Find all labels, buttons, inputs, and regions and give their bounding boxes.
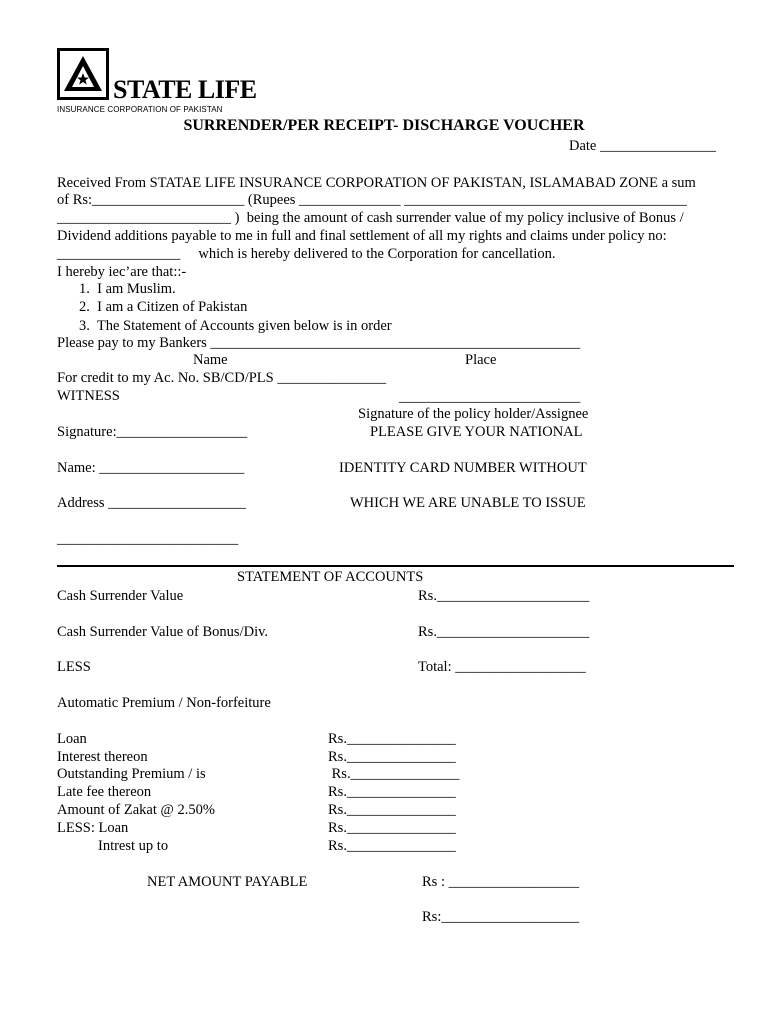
page-title: SURRENDER/PER RECEIPT- DISCHARGE VOUCHER: [183, 117, 585, 134]
body-line-2[interactable]: of Rs:_____________________ (Rupees ______________ _______________________________________: [57, 192, 687, 208]
cnic-note-line-1: PLEASE GIVE YOUR NATIONAL: [370, 424, 583, 440]
cnic-note-line-2: IDENTITY CARD NUMBER WITHOUT: [339, 460, 587, 476]
witness-address-field[interactable]: Address ___________________: [57, 495, 246, 511]
deduction-value-field[interactable]: Rs._______________: [328, 731, 456, 747]
holder-signature-label: Signature of the policy holder/Assignee: [358, 406, 589, 422]
deduction-value-field[interactable]: Rs._______________: [328, 838, 456, 854]
deduction-value-field[interactable]: Rs._______________: [328, 766, 460, 782]
account-number-field[interactable]: For credit to my Ac. No. SB/CD/PLS _______________: [57, 370, 387, 386]
name-label: Name: [193, 352, 228, 368]
csv-value-field[interactable]: Rs._____________________: [418, 588, 590, 604]
body-line-5[interactable]: _________________ which is hereby delivered to the Corporation for cancellation.: [57, 246, 556, 262]
deduction-value-field[interactable]: Rs._______________: [328, 802, 456, 818]
section-divider: [57, 565, 734, 567]
deduction-value-field[interactable]: Rs._______________: [328, 749, 456, 765]
date-field[interactable]: Date ________________: [569, 138, 716, 154]
logo-name: STATE LIFE: [113, 75, 257, 104]
state-life-logo: [57, 48, 257, 118]
deduction-label: Outstanding Premium / is: [57, 766, 206, 782]
auto-premium-label: Automatic Premium / Non-forfeiture: [57, 695, 271, 711]
net-amount-words-field[interactable]: Rs:___________________: [422, 909, 580, 925]
declaration-item: 2. I am a Citizen of Pakistan: [79, 299, 248, 315]
logo-subtitle: INSURANCE CORPORATION OF PAKISTAN: [57, 105, 223, 114]
deduction-label: Intrest up to: [98, 838, 169, 854]
csv-bonus-value-field[interactable]: Rs._____________________: [418, 624, 590, 640]
deduction-label: Late fee thereon: [57, 784, 152, 800]
triangle-star-emblem-icon: [57, 48, 109, 100]
declaration-item: 3. The Statement of Accounts given below is in order: [79, 318, 392, 334]
witness-signature-field[interactable]: Signature:__________________: [57, 424, 248, 440]
deduction-value-field[interactable]: Rs._______________: [328, 784, 456, 800]
net-amount-label: NET AMOUNT PAYABLE: [147, 874, 308, 890]
deduction-label: LESS: Loan: [57, 820, 129, 836]
csv-bonus-label: Cash Surrender Value of Bonus/Div.: [57, 624, 269, 640]
bankers-field[interactable]: Please pay to my Bankers ___________________________________________________: [57, 335, 581, 351]
cnic-note-line-3: WHICH WE ARE UNABLE TO ISSUE: [350, 495, 586, 511]
deduction-label: Loan: [57, 731, 87, 747]
declaration-heading: I hereby iec’are that::-: [57, 264, 187, 280]
statement-heading: STATEMENT OF ACCOUNTS: [237, 569, 424, 585]
body-line-3[interactable]: ________________________ ) being the amount of cash surrender value of my policy inclusive of Bonus /: [57, 210, 684, 226]
holder-signature-line[interactable]: _________________________: [399, 389, 581, 405]
deduction-label: Amount of Zakat @ 2.50%: [57, 802, 215, 818]
body-line-4: Dividend additions payable to me in full and final settlement of all my rights and claims under policy no:: [57, 228, 667, 244]
witness-label: WITNESS: [57, 388, 120, 404]
less-label: LESS: [57, 659, 91, 675]
net-amount-field[interactable]: Rs : __________________: [422, 874, 580, 890]
witness-name-field[interactable]: Name: ____________________: [57, 460, 245, 476]
deduction-label: Interest thereon: [57, 749, 148, 765]
total-field[interactable]: Total: __________________: [418, 659, 586, 675]
body-line-1: Received From STATAE LIFE INSURANCE CORPORATION OF PAKISTAN, ISLAMABAD ZONE a sum: [57, 175, 696, 191]
deduction-value-field[interactable]: Rs._______________: [328, 820, 456, 836]
place-label: Place: [465, 352, 497, 368]
csv-label: Cash Surrender Value: [57, 588, 184, 604]
witness-address-line-2[interactable]: _________________________: [57, 531, 239, 547]
declaration-item: 1. I am Muslim.: [79, 281, 176, 297]
